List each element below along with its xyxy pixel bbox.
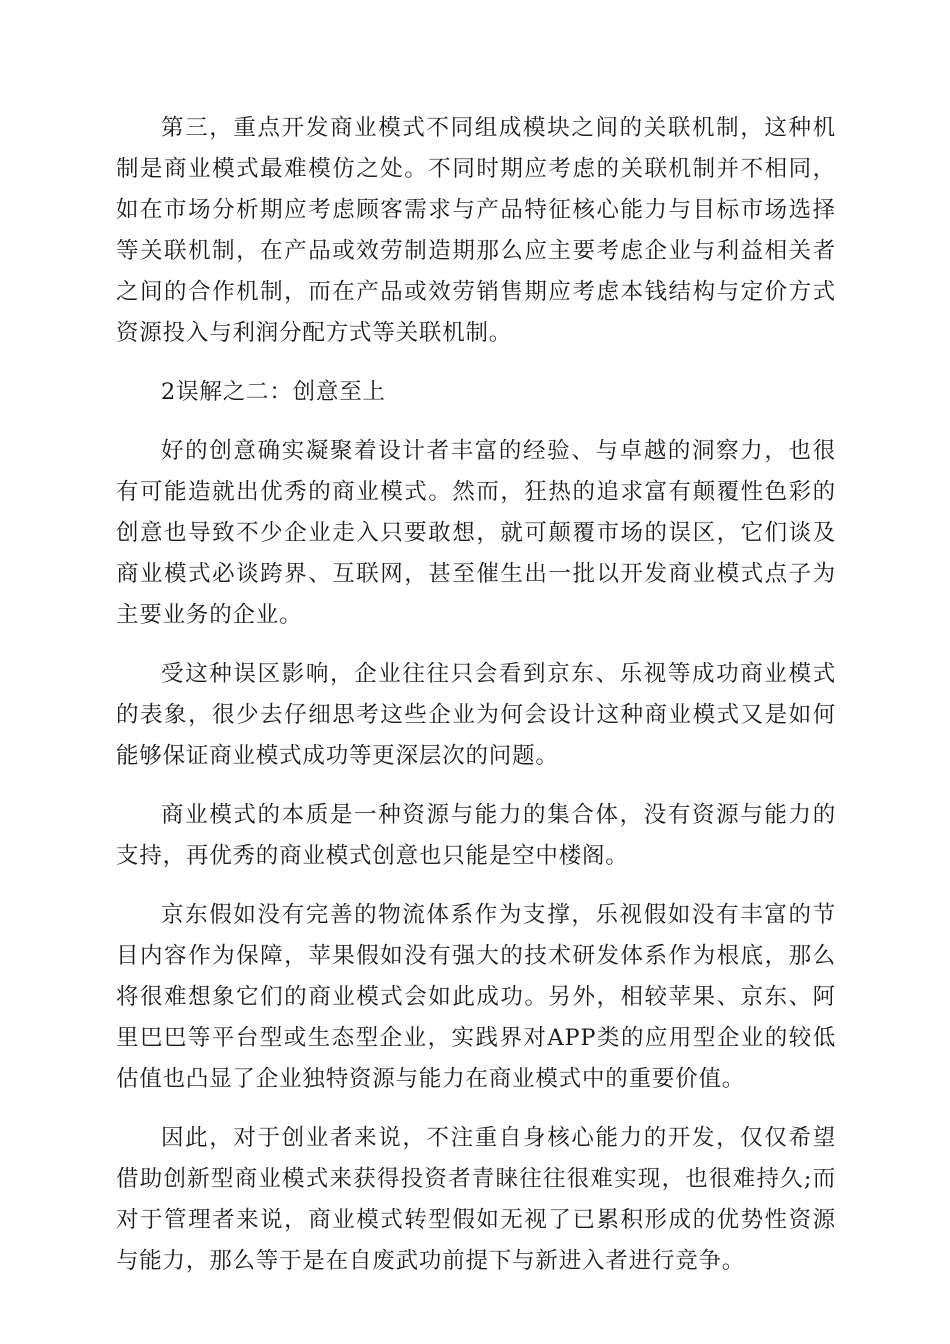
paragraph-good-creativity: 好的创意确实凝聚着设计者丰富的经验、与卓越的洞察力，也很有可能造就出优秀的商业模式。然而，狂热的追求富有颠覆性色彩的创意也导致不少企业走入只要敢想，就可颠覆市场的误区，它们谈及商业模式必谈跨界、互联网，甚至催生出一批以开发商业模式点子为主要业务的企业。 [116,438,836,628]
paragraph-conclusion: 因此，对于创业者来说，不注重自身核心能力的开发，仅仅希望借助创新型商业模式来获得投资者青睐往往很难实现，也很难持久;而对于管理者来说，商业模式转型假如无视了已累积形成的优势性资源与能力，那么等于是在自废武功前提下与新进入者进行竞争。 [116,1125,836,1274]
paragraph-misconception-impact: 受这种误区影响，企业往往只会看到京东、乐视等成功商业模式的表象，很少去仔细思考这些企业为何会设计这种商业模式又是如何能够保证商业模式成功等更深层次的问题。 [116,661,836,769]
section-heading-creativity: 2误解之二：创意至上 [161,379,386,405]
document-body [116,108,836,1300]
paragraph-jd-letv-apple: 京东假如没有完善的物流体系作为支撑，乐视假如没有丰富的节目内容作为保障，苹果假如没有强大的技术研发体系作为根底，那么将很难想象它们的商业模式会如此成功。另外，相较苹果、京东、阿里巴巴等平台型或生态型企业，实践界对APP类的应用型企业的较低估值也凸显了企业独特资源与能力在商业模式中的重要价值。 [116,902,836,1092]
paragraph-business-model-essence: 商业模式的本质是一种资源与能力的集合体，没有资源与能力的支持，再优秀的商业模式创意也只能是空中楼阁。 [116,802,836,869]
paragraph-linkage-mechanism: 第三，重点开发商业模式不同组成模块之间的关联机制，这种机制是商业模式最难模仿之处。不同时期应考虑的关联机制并不相同，如在市场分析期应考虑顾客需求与产品特征核心能力与目标市场选择等关联机制，在产品或效劳制造期那么应主要考虑企业与利益相关者之间的合作机制，而在产品或效劳销售期应考虑本钱结构与定价方式资源投入与利润分配方式等关联机制。 [116,115,836,346]
